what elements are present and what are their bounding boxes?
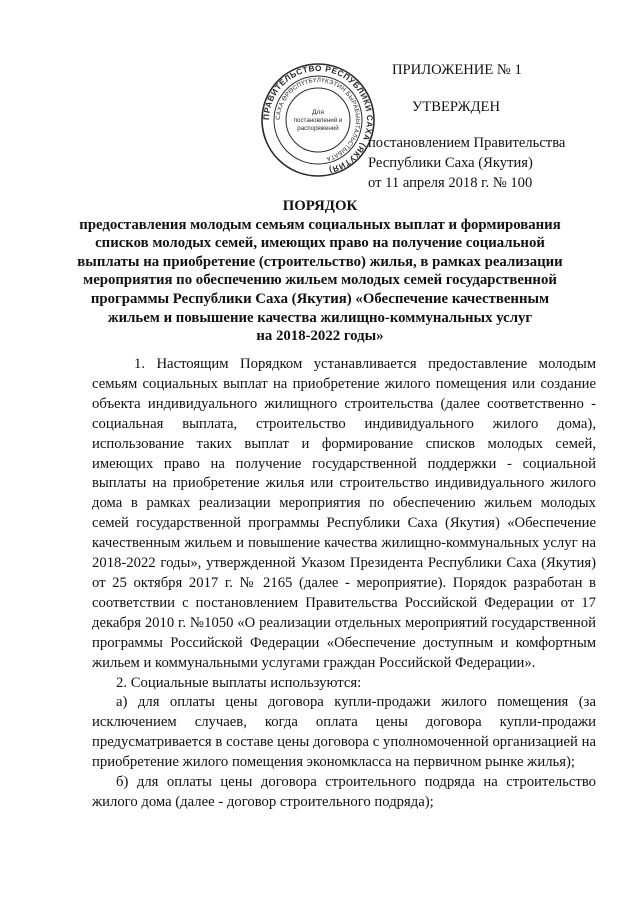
title-line: на 2018-2022 годы» [256,328,384,345]
title-line: жильем и повышение качества жилищно-коммунальных услуг [107,309,533,326]
appendix-label: ПРИЛОЖЕНИЕ № 1 [392,62,522,78]
paragraph-2: 2. Социальные выплаты используются: [116,674,362,691]
document-title [60,197,580,346]
seal-center-line3: распоряжений [297,125,339,132]
decree-line: Республики Саха (Якутия) [368,155,533,171]
approved-label: УТВЕРЖДЕН [412,99,500,115]
paragraph-2b: б) для оплаты цены договора строительного подряда на строительство жилого дома (далее - договор строительного подряда); [92,774,596,810]
seal-center-line1: Для [312,109,324,116]
official-seal [260,62,376,178]
paragraph-1: 1. Настоящим Порядком устанавливается предоставление молодым семьям социальных выплат на приобретение жилого помещения или создание объекта индивидуального жилищного строительства (далее соответственно - социальная выплата, строительство индивидуального жилого дома), использование таких выплат и формирование списков молодых семей, имеющих право на получение государственной поддержки - социальной выплаты на приобретение жилья или строительство индивидуального жилого дома в рамках реализации мероприятия по обеспечению жильем молодых семей государственной программы Республики Саха (Якутия) «Обеспечение качественным жильем и повышение качества жилищно-коммунальных услуг на 2018-2022 годы», утвержденной Указом Президента Республики Саха (Якутия) от 25 октября 2017 г. № 2165 (далее - мероприятие). Порядок разработан в соответствии с постановлением Правительства Российской Федерации от 17 декабря 2010 г. №1050 «О реализации отдельных мероприятий государственной программы Российской Федерации «Обеспечение доступным и комфортным жильем и коммунальными услугами граждан Российской Федерации». [92,356,596,671]
seal-inner-text: САХА ӨРӨСПҮҮБҮЛҮКЭТИН БЫРАБЫЫТАЛЬСТЫБАТА [274,76,362,163]
title-line: выплаты на приобретение (строительство) жилья, в рамках реализации [77,253,563,270]
decree-line: постановлением Правительства [368,135,566,151]
title-line: мероприятия по обеспечению жильем молодых семей государственной [83,272,557,289]
title-line: списков молодых семей, имеющих право на получение социальной [95,235,545,252]
document-body [92,355,596,813]
seal-center-line2: постановлений и [293,117,343,124]
seal-stamp-icon [260,62,376,178]
title-line: предоставления молодым семьям социальных выплат и формирования [79,216,561,233]
title-line: программы Республики Саха (Якутия) «Обеспечение качественным [90,290,550,307]
title-heading: ПОРЯДОК [282,198,358,214]
seal-outer-text: ПРАВИТЕЛЬСТВО РЕСПУБЛИКИ САХА (ЯКУТИЯ) [261,63,375,175]
decree-date-line: от 11 апреля 2018 г. № 100 [368,175,533,191]
paragraph-2a: а) для оплаты цены договора купли-продажи жилого помещения (за исключением случаев, когда оплата цены договора купли-продажи предусматривается в составе цены договора с уполномоченной организацией на приобретение жилого помещения экономкласса на первичном рынке жилья); [92,694,596,771]
